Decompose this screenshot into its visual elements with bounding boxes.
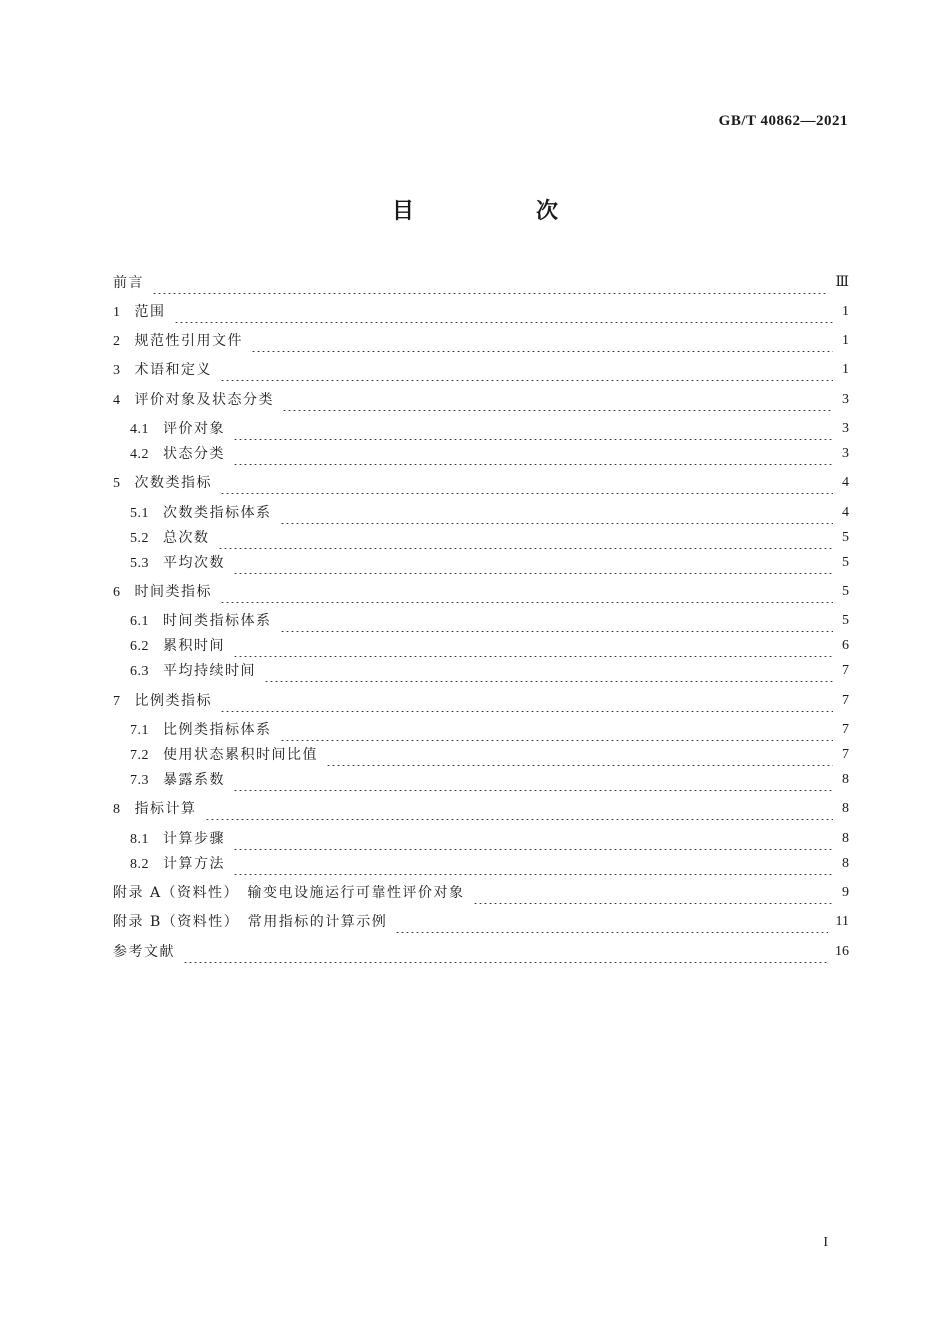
dot-leader bbox=[326, 744, 833, 766]
toc-entry-number: 1 bbox=[113, 304, 121, 320]
toc-entry-title bbox=[130, 769, 225, 792]
dot-leader bbox=[473, 882, 833, 904]
toc-entry-number: 4.1 bbox=[130, 421, 149, 437]
toc-subentry[interactable] bbox=[130, 552, 849, 574]
toc-entry-label: 规范性引用文件 bbox=[134, 332, 243, 349]
toc-entry[interactable] bbox=[113, 798, 849, 820]
dot-leader bbox=[251, 330, 833, 352]
toc-entry-title bbox=[130, 853, 225, 876]
toc-entry-label: 累积时间 bbox=[163, 637, 225, 654]
toc-page-number: 1 bbox=[842, 333, 849, 348]
dot-leader bbox=[220, 581, 833, 603]
toc-subentry[interactable] bbox=[130, 828, 849, 850]
dot-leader bbox=[218, 527, 834, 549]
dot-leader bbox=[174, 301, 834, 323]
toc-entry-label: 附录 B（资料性） 常用指标的计算示例 bbox=[113, 914, 388, 930]
toc-entry-number: 5.3 bbox=[130, 555, 149, 571]
dot-leader bbox=[280, 610, 834, 632]
toc-entry-label: 次数类指标体系 bbox=[163, 504, 272, 521]
toc-page-number: 5 bbox=[842, 584, 849, 599]
toc-entry-title bbox=[113, 798, 197, 821]
dot-leader bbox=[233, 853, 833, 875]
toc-page-number: 1 bbox=[842, 304, 849, 319]
toc-subentry[interactable] bbox=[130, 502, 849, 524]
dot-leader bbox=[220, 472, 833, 494]
toc-page-number: 1 bbox=[842, 362, 849, 377]
toc-entry-number: 6.1 bbox=[130, 613, 149, 629]
dot-leader bbox=[280, 719, 834, 741]
toc-subentry[interactable] bbox=[130, 853, 849, 875]
toc-entry-title bbox=[113, 301, 166, 324]
toc-page-number: 4 bbox=[842, 475, 849, 490]
toc-entry[interactable] bbox=[113, 389, 849, 411]
toc-page-number: 3 bbox=[842, 421, 849, 436]
toc-entry-number: 7.1 bbox=[130, 722, 149, 738]
toc-entry-title bbox=[113, 581, 212, 604]
toc-subentry[interactable] bbox=[130, 744, 849, 766]
toc-entry-title bbox=[113, 272, 144, 294]
dot-leader bbox=[233, 635, 833, 657]
toc-entry-label: 参考文献 bbox=[113, 944, 175, 960]
toc-page-number: Ⅲ bbox=[835, 275, 849, 290]
toc-entry-title bbox=[113, 941, 175, 963]
toc-entry[interactable] bbox=[113, 911, 849, 933]
toc-entry-label: 平均次数 bbox=[163, 554, 225, 571]
dot-leader bbox=[280, 502, 834, 524]
toc-entry-number: 6.3 bbox=[130, 663, 149, 679]
toc-entry-label: 评价对象 bbox=[163, 420, 225, 437]
toc-entry-number: 5 bbox=[113, 475, 121, 491]
toc-entry-title bbox=[113, 882, 465, 904]
toc-subentry[interactable] bbox=[130, 660, 849, 682]
toc-entry-number: 7 bbox=[113, 693, 121, 709]
toc-entry-number: 6.2 bbox=[130, 638, 149, 654]
toc-subentry[interactable] bbox=[130, 418, 849, 440]
dot-leader bbox=[233, 769, 833, 791]
toc-entry-title bbox=[113, 359, 212, 382]
dot-leader bbox=[282, 389, 833, 411]
dot-leader bbox=[233, 828, 833, 850]
toc-entry-number: 8 bbox=[113, 801, 121, 817]
toc-entry[interactable] bbox=[113, 941, 849, 963]
toc-page-number: 16 bbox=[835, 944, 849, 959]
dot-leader bbox=[220, 690, 833, 712]
toc-entry[interactable] bbox=[113, 301, 849, 323]
page-number: I bbox=[823, 1235, 828, 1250]
toc-entry-number: 7.3 bbox=[130, 772, 149, 788]
toc-entry-label: 附录 A（资料性） 输变电设施运行可靠性评价对象 bbox=[113, 885, 465, 901]
toc-page-number: 5 bbox=[842, 555, 849, 570]
toc-entry-number: 5.2 bbox=[130, 530, 149, 546]
toc-entry-title bbox=[113, 389, 274, 412]
toc-entry-number: 6 bbox=[113, 584, 121, 600]
toc-page-number: 3 bbox=[842, 446, 849, 461]
toc-page-number: 5 bbox=[842, 530, 849, 545]
toc-entry-label: 平均持续时间 bbox=[163, 662, 256, 679]
toc-entry-label: 计算步骤 bbox=[163, 830, 225, 847]
toc-page-number: 11 bbox=[835, 914, 849, 929]
toc-entry-title bbox=[130, 744, 318, 767]
toc-entry-title bbox=[130, 635, 225, 658]
toc-subentry[interactable] bbox=[130, 769, 849, 791]
toc-subentry[interactable] bbox=[130, 443, 849, 465]
dot-leader bbox=[183, 941, 827, 963]
toc-entry-label: 指标计算 bbox=[134, 800, 197, 817]
dot-leader bbox=[264, 660, 833, 682]
toc-entry-number: 5.1 bbox=[130, 505, 149, 521]
toc-entry-number: 2 bbox=[113, 333, 121, 349]
toc-entry[interactable] bbox=[113, 330, 849, 352]
toc-entry-title bbox=[113, 690, 212, 713]
toc-entry-title bbox=[130, 719, 272, 742]
toc-subentry[interactable] bbox=[130, 719, 849, 741]
dot-leader bbox=[233, 443, 833, 465]
toc-entry-label: 前言 bbox=[113, 275, 144, 291]
toc-entry[interactable] bbox=[113, 272, 849, 294]
toc-entry-label: 比例类指标 bbox=[134, 692, 212, 709]
toc-page-number: 8 bbox=[842, 831, 849, 846]
dot-leader bbox=[152, 272, 827, 294]
toc-page-number: 9 bbox=[842, 885, 849, 900]
toc-entry-label: 时间类指标体系 bbox=[163, 612, 272, 629]
toc-entry-label: 次数类指标 bbox=[134, 474, 212, 491]
toc-page-number: 3 bbox=[842, 392, 849, 407]
toc-subentry[interactable] bbox=[130, 635, 849, 657]
toc-entry-title bbox=[113, 911, 387, 933]
dot-leader bbox=[233, 418, 833, 440]
toc-entry-title bbox=[130, 552, 225, 575]
toc-entry-label: 评价对象及状态分类 bbox=[134, 391, 274, 408]
toc-entry-label: 比例类指标体系 bbox=[163, 721, 272, 738]
toc-entry-label: 使用状态累积时间比值 bbox=[163, 746, 318, 763]
toc-entry-number: 3 bbox=[113, 362, 121, 378]
toc-entry-number: 8.2 bbox=[130, 856, 149, 872]
toc-entry-title bbox=[113, 472, 212, 495]
toc-entry-label: 状态分类 bbox=[163, 445, 225, 462]
toc-entry[interactable] bbox=[113, 472, 849, 494]
toc-entry-label: 总次数 bbox=[163, 529, 210, 546]
toc-entry-title bbox=[130, 418, 225, 441]
toc-entry-title bbox=[130, 660, 256, 683]
toc-entry-label: 术语和定义 bbox=[134, 361, 212, 378]
toc-page-number: 7 bbox=[842, 663, 849, 678]
dot-leader bbox=[205, 798, 834, 820]
toc-page-number: 7 bbox=[842, 747, 849, 762]
page-title: 目 次 bbox=[391, 199, 608, 224]
toc-entry-title bbox=[130, 828, 225, 851]
toc-entry-title bbox=[130, 443, 225, 466]
toc-page-number: 8 bbox=[842, 801, 849, 816]
toc-entry-number: 4.2 bbox=[130, 446, 149, 462]
toc-page-number: 7 bbox=[842, 722, 849, 737]
toc-entry-label: 计算方法 bbox=[163, 855, 225, 872]
toc-page-number: 5 bbox=[842, 613, 849, 628]
toc-page-number: 4 bbox=[842, 505, 849, 520]
toc-subentry[interactable] bbox=[130, 610, 849, 632]
toc-entry-number: 4 bbox=[113, 392, 121, 408]
toc-entry-label: 时间类指标 bbox=[134, 583, 212, 600]
dot-leader bbox=[395, 911, 827, 933]
dot-leader bbox=[220, 359, 833, 381]
toc-entry-title bbox=[130, 610, 272, 633]
toc-entry-title bbox=[130, 502, 272, 525]
toc-entry-number: 7.2 bbox=[130, 747, 149, 763]
standard-code: GB/T 40862—2021 bbox=[718, 113, 848, 129]
toc-entry[interactable] bbox=[113, 359, 849, 381]
toc-entry[interactable] bbox=[113, 690, 849, 712]
toc-subentry[interactable] bbox=[130, 527, 849, 549]
toc-entry-title bbox=[130, 527, 210, 550]
toc-entry[interactable] bbox=[113, 882, 849, 904]
toc-entry-title bbox=[113, 330, 243, 353]
toc-page-number: 8 bbox=[842, 772, 849, 787]
toc-entry-number: 8.1 bbox=[130, 831, 149, 847]
toc-entry[interactable] bbox=[113, 581, 849, 603]
toc-page-number: 6 bbox=[842, 638, 849, 653]
toc-page-number: 7 bbox=[842, 693, 849, 708]
toc-page-number: 8 bbox=[842, 856, 849, 871]
toc-entry-label: 暴露系数 bbox=[163, 771, 225, 788]
toc-entry-label: 范围 bbox=[134, 303, 166, 320]
dot-leader bbox=[233, 552, 833, 574]
